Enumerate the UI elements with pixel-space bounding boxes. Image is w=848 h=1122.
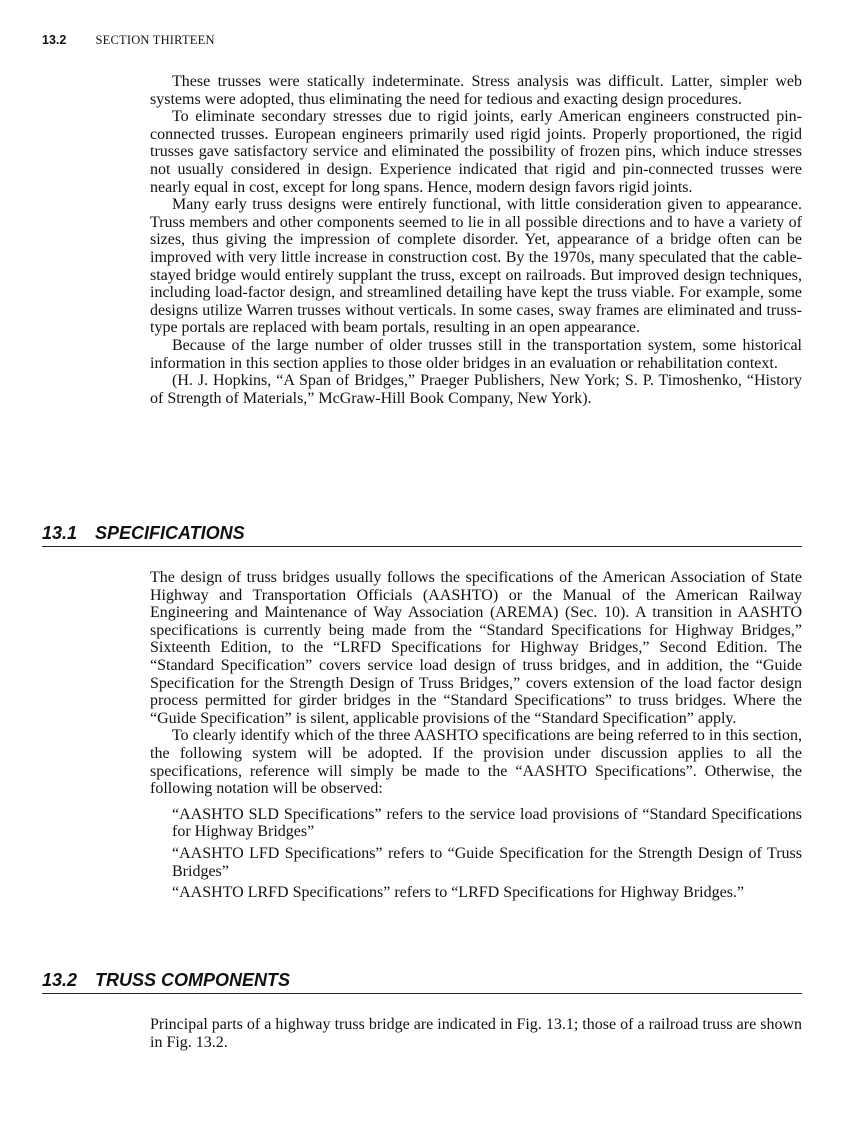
running-head (42, 33, 215, 48)
intro-text (150, 73, 802, 407)
section-number: 13.2 (42, 970, 78, 990)
notation-item: “AASHTO LRFD Specifications” refers to “LRFD Specifications for Highway Bridges.” (172, 884, 745, 902)
intro-paragraph: Many early truss designs were entirely functional, with little consideration given to appearance. Truss members and other components seemed to lie in all possible directions and to have a variety of sizes, thus giving the impression of complete disorder. Yet, appearance of a bridge often can be improved with very little increase in construction cost. By the 1970s, many speculated that the cable-stayed bridge would entirely supplant the truss, except on railroads. But improved design techniques, including load-factor design, and streamlined detailing have kept the truss viable. For example, some designs utilize Warren trusses without verticals. In some cases, sway frames are eliminated and truss-type portals are replaced with beam portals, resulting in an open appearance. (150, 196, 802, 337)
specifications-text (150, 569, 802, 906)
intro-paragraph: These trusses were statically indeterminate. Stress analysis was difficult. Latter, simpler web systems were adopted, thus eliminating the need for tedious and exacting design procedures. (150, 73, 802, 108)
notation-item: “AASHTO SLD Specifications” refers to the service load provisions of “Standard Specifications for Highway Bridges” (172, 805, 802, 841)
section-heading-13-1 (42, 523, 802, 547)
notation-item: “AASHTO LFD Specifications” refers to “Guide Specification for the Strength Design of Truss Bridges” (172, 844, 802, 880)
specifications-paragraph: The design of truss bridges usually follows the specifications of the American Association of State Highway and Transportation Officials (AASHTO) or the Manual of the American Railway Engineering and Maintenance of Way Association (AREMA) (Sec. 10). A transition in AASHTO specifications is currently being made from the “Standard Specifications for Highway Bridges,” Sixteenth Edition, to the “LRFD Specifications for Highway Bridges,” Second Edition. The “Standard Specification” covers service load design of truss bridges, and in addition, the “Guide Specification for the Strength Design of Truss Bridges,” covers extension of the load factor design process permitted for girder bridges in the “Standard Specifications” to truss bridges. Where the “Guide Specification” is silent, applicable provisions of the “Standard Specification” apply. (150, 569, 802, 727)
specifications-paragraph: To clearly identify which of the three AASHTO specifications are being referred to in this section, the following system will be adopted. If the provision under discussion applies to all the specifications, reference will simply be made to the “AASHTO Specifications”. Otherwise, the following notation will be observed: (150, 727, 802, 798)
running-section-title: SECTION THIRTEEN (95, 33, 215, 47)
section-title: TRUSS COMPONENTS (95, 970, 291, 990)
intro-reference: (H. J. Hopkins, “A Span of Bridges,” Praeger Publishers, New York; S. P. Timoshenko, “History of Strength of Materials,” McGraw-Hill Book Company, New York). (150, 372, 802, 407)
intro-paragraph: Because of the large number of older trusses still in the transportation system, some historical information in this section applies to those older bridges in an evaluation or rehabilitation context. (150, 336, 802, 372)
truss-components-paragraph: Principal parts of a highway truss bridge are indicated in Fig. 13.1; those of a railroad truss are shown in Fig. 13.2. (150, 1016, 802, 1051)
intro-paragraph: To eliminate secondary stresses due to rigid joints, early American engineers constructed pin-connected trusses. European engineers primarily used rigid joints. Properly proportioned, the rigid trusses gave satisfactory service and eliminated the possibility of frozen pins, which induce stresses not usually considered in design. Experience indicated that rigid and pin-connected trusses were nearly equal in cost, except for long spans. Hence, modern design favors rigid joints. (150, 108, 802, 196)
section-title: SPECIFICATIONS (95, 523, 245, 543)
section-number: 13.1 (42, 523, 78, 543)
notation-list (172, 806, 802, 902)
truss-components-text (150, 1016, 802, 1051)
section-heading-13-2 (42, 970, 802, 994)
page-number: 13.2 (42, 33, 67, 47)
